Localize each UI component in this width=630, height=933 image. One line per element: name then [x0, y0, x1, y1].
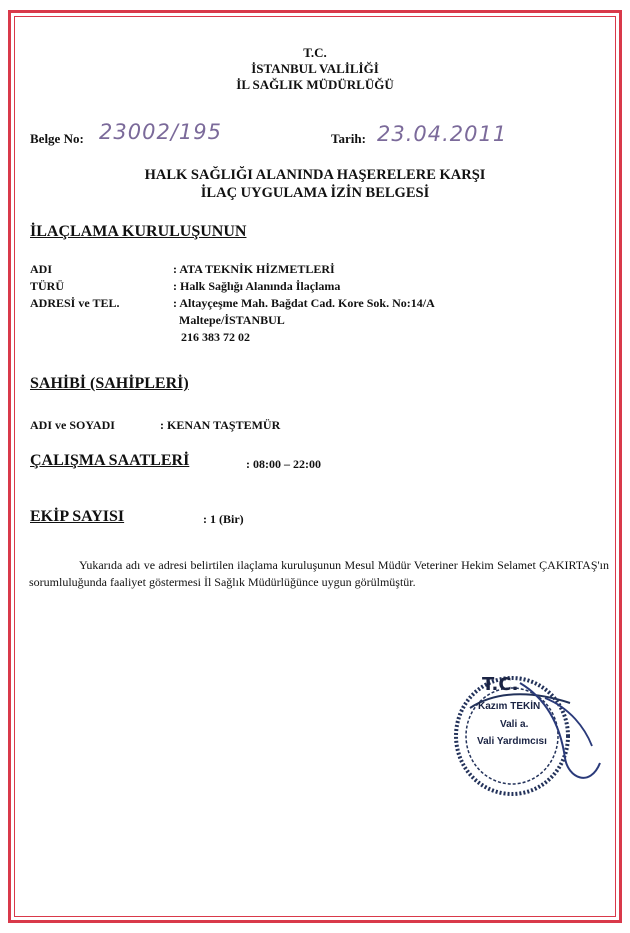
owner-heading: SAHİBİ (SAHİPLERİ) — [30, 375, 189, 392]
org-name-value: : ATA TEKNİK HİZMETLERİ — [173, 262, 335, 276]
date-handwritten: 23.04.2011 — [377, 122, 508, 146]
document-title-line1: HALK SAĞLIĞI ALANINDA HAŞERELERE KARŞI — [144, 167, 486, 183]
signatory-title-deputy-governor: Vali Yardımcısı — [477, 736, 547, 747]
approval-paragraph: Yukarıda adı ve adresi belirtilen ilaçlama kuruluşunun Mesul Müdür Veteriner Hekim Selamet ÇAKIRTAŞ'ın sorumluluğunda faaliyet göstermesi İl Sağlık Müdürlüğünce uygun görülmüştür. — [29, 558, 609, 589]
team-count-value: : 1 (Bir) — [203, 512, 244, 526]
document-title-line2: İLAÇ UYGULAMA İZİN BELGESİ — [200, 185, 430, 201]
header-tc: T.C. — [303, 45, 327, 60]
document-number-handwritten: 23002/195 — [99, 120, 222, 144]
owner-name-value: : KENAN TAŞTEMÜR — [160, 418, 281, 432]
org-type-value: : Halk Sağlığı Alanında İlaçlama — [173, 279, 341, 293]
signatory-title-vali-a: Vali a. — [500, 719, 529, 730]
org-address-label: ADRESİ ve TEL. — [30, 296, 120, 310]
org-name-label: ADI — [30, 262, 53, 276]
stamp-tc-text: T.C. — [482, 674, 519, 695]
owner-name-label: ADI ve SOYADI — [30, 418, 115, 432]
signatory-name: Kazım TEKİN — [478, 701, 541, 712]
official-stamp-signature — [450, 668, 610, 808]
organization-heading: İLAÇLAMA KURULUŞUNUN — [30, 223, 247, 240]
working-hours-heading: ÇALIŞMA SAATLERİ — [30, 452, 190, 469]
header-directorate: İL SAĞLIK MÜDÜRLÜĞÜ — [236, 77, 394, 92]
team-count-heading: EKİP SAYISI — [30, 508, 125, 525]
date-label: Tarih: — [331, 131, 366, 146]
document-number-label: Belge No: — [30, 131, 84, 146]
org-address-line2: Maltepe/İSTANBUL — [179, 313, 285, 327]
org-type-label: TÜRÜ — [30, 279, 65, 293]
org-address-line1: : Altayçeşme Mah. Bağdat Cad. Kore Sok. No:14/A — [173, 296, 435, 310]
working-hours-value: : 08:00 – 22:00 — [246, 457, 321, 471]
header-governorship: İSTANBUL VALİLİĞİ — [251, 61, 379, 76]
org-phone: 216 383 72 02 — [181, 330, 250, 344]
